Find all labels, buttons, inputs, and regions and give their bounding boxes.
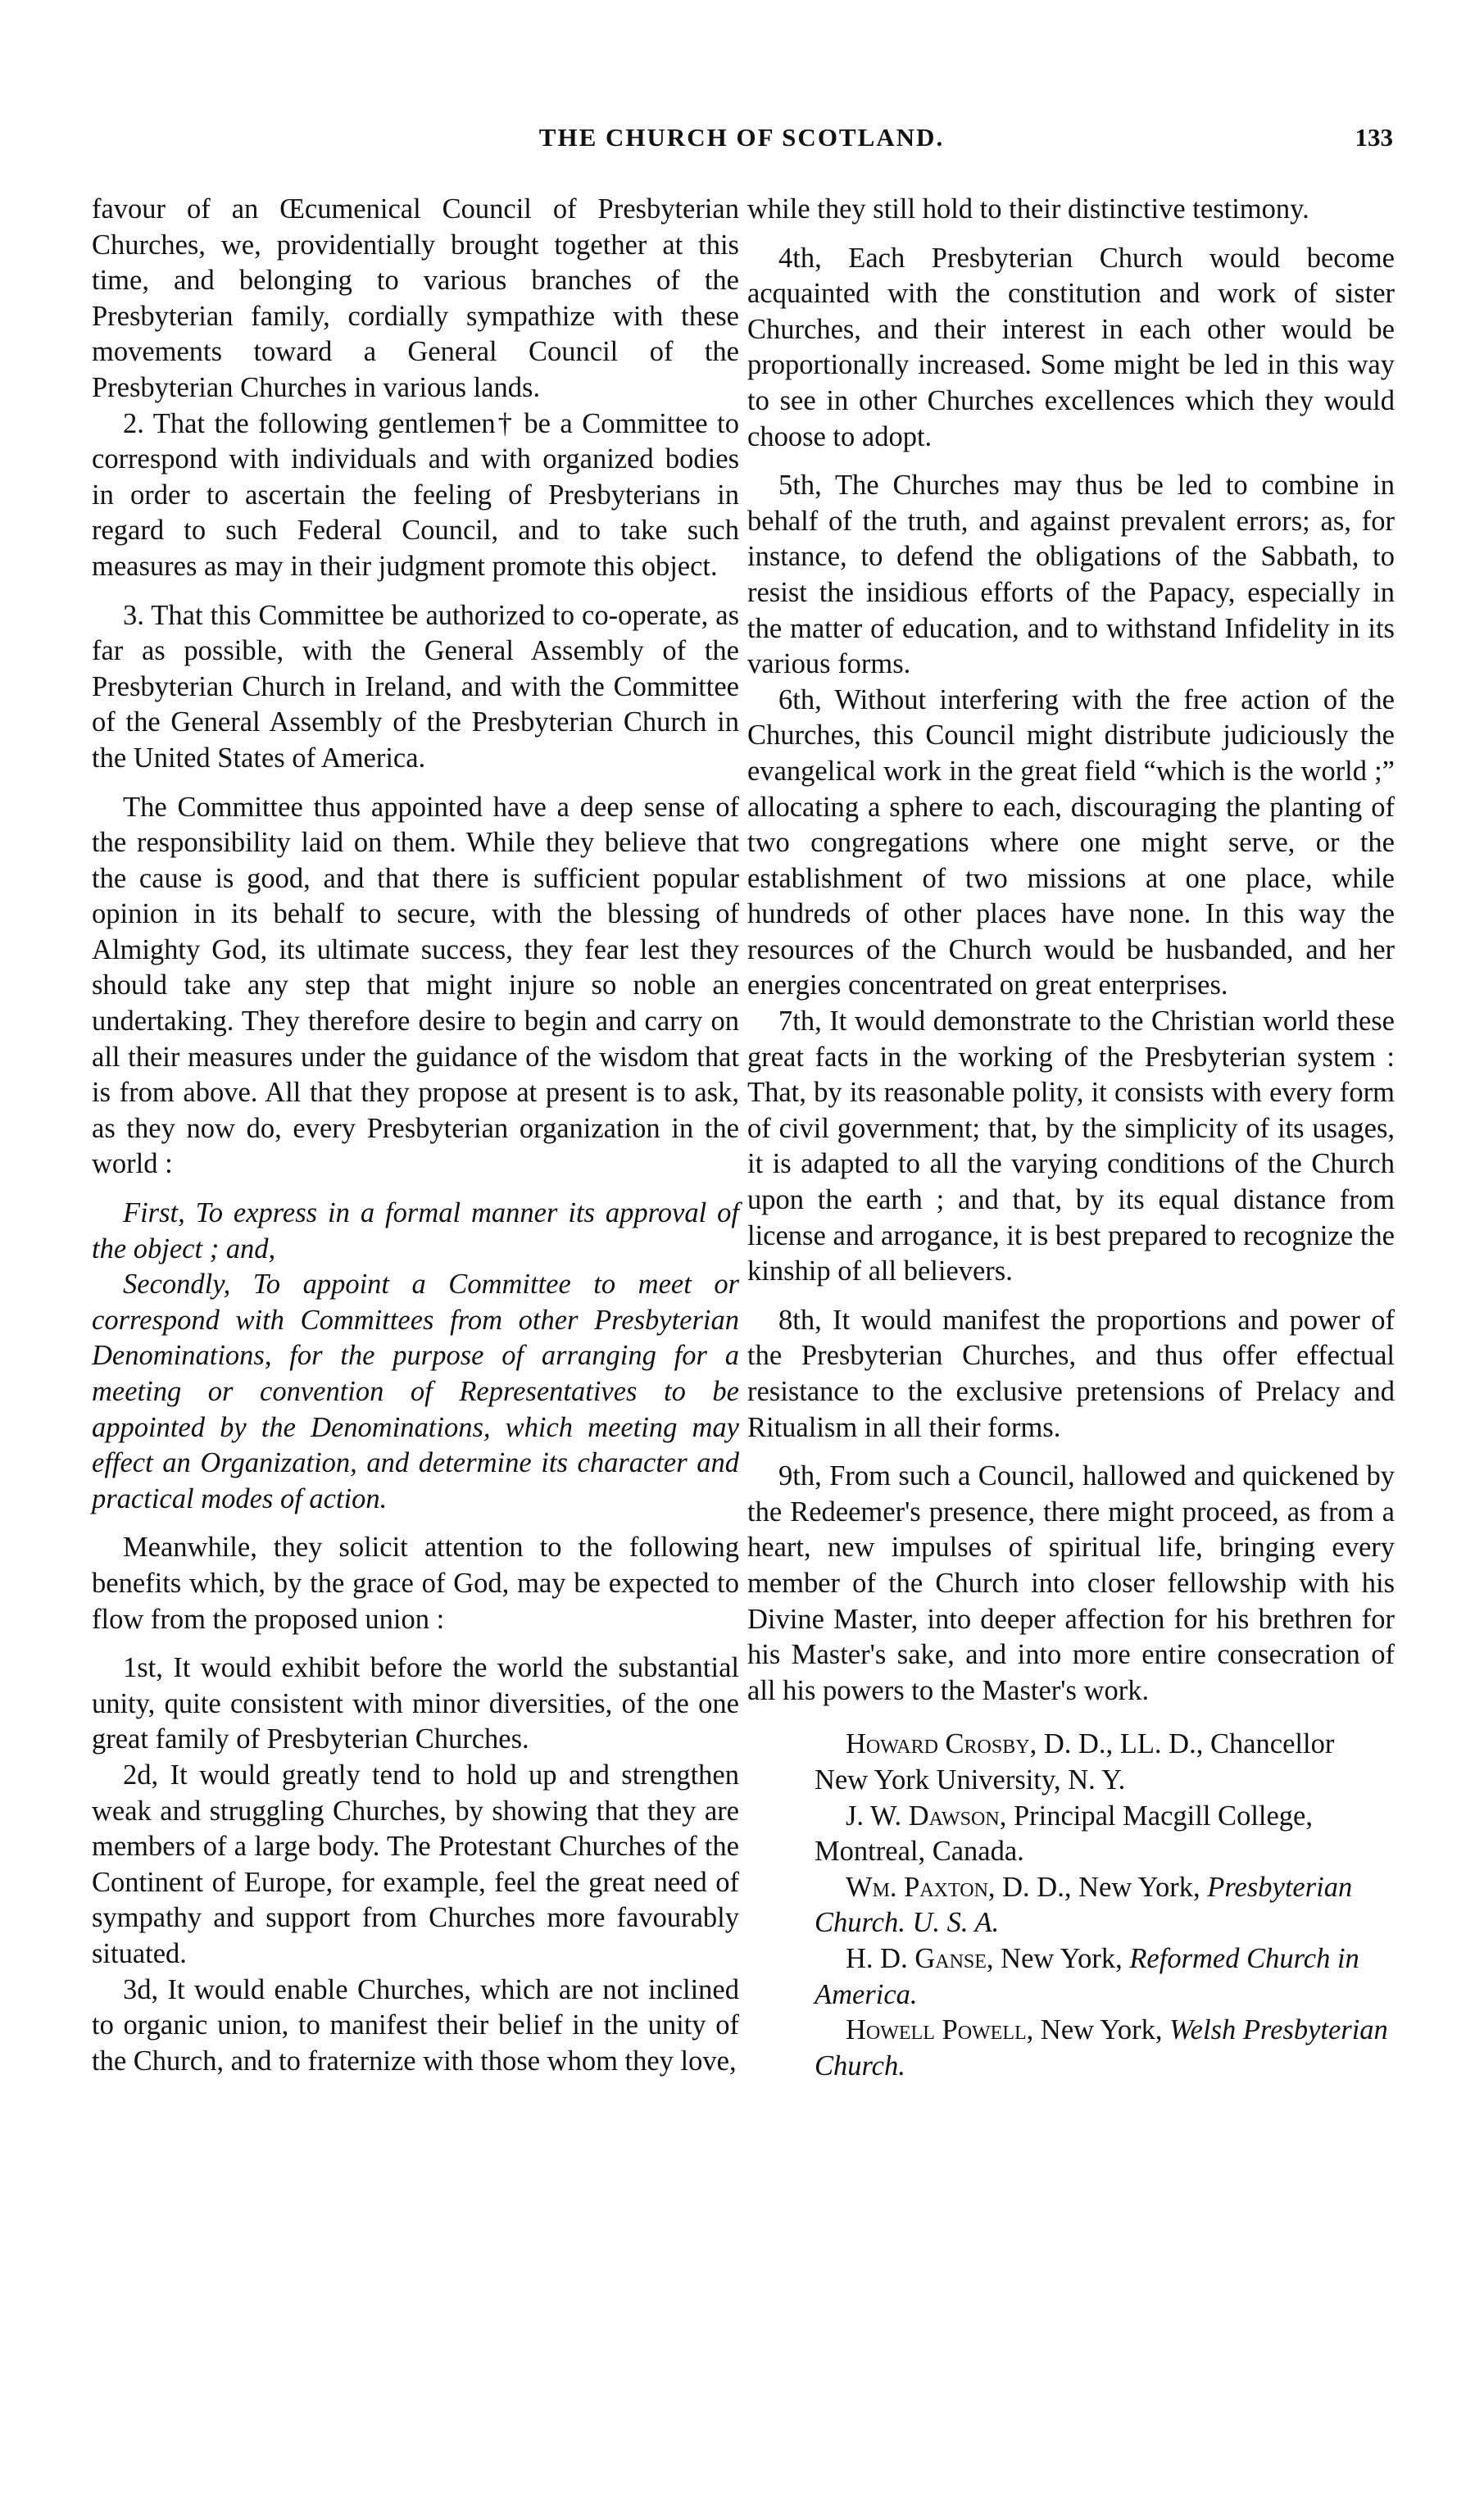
signatory bbox=[747, 1727, 1395, 1798]
resolution-first: First, To express in a formal manner its approval of the object ; and, bbox=[92, 1197, 739, 1264]
benefit-item: 3d, It would enable Churches, which are not inclined to organic union, to manifest their belief in the unity of the Church, and to fraternize with those whom they love, bbox=[92, 1973, 739, 2077]
resolution-second: Secondly, To appoint a Committee to meet or correspond with Committees from other Presbyterian Denominations, for the purpose of arranging for a meeting or convention of Representatives to be appointed by the Denominations, which meeting may effect an Organization, and determine its character and practical modes of action. bbox=[92, 1269, 739, 1514]
right-column bbox=[747, 192, 1395, 2084]
signatory-role: Chancellor New York University, N. Y. bbox=[815, 1728, 1335, 1796]
signatory-church: Reformed Church in America. bbox=[815, 1942, 1359, 2010]
signatory-role: New York, bbox=[1078, 1871, 1200, 1903]
signatory-role: New York, bbox=[1040, 2014, 1163, 2046]
left-column bbox=[92, 192, 739, 2079]
paragraph: The Committee thus appointed have a deep sense of the responsibility laid on them. While they believe that the cause is good, and that there is sufficient popular opinion in its behalf to secure, with the blessing of Almighty God, its ultimate success, they fear lest they should take any step that might injure so noble an undertaking. They therefore desire to begin and carry on all their measures under the guidance of the wisdom that is from above. All that they propose at present is to ask, as they now do, every Presbyterian organization in the world : bbox=[92, 791, 739, 1180]
running-head-title: THE CHURCH OF SCOTLAND. bbox=[538, 123, 945, 152]
signatory-church: Presbyterian Church. U. S. A. bbox=[815, 1871, 1353, 1939]
paragraph: 3. That this Committee be authorized to co-operate, as far as possible, with the General Assembly of the Presbyterian Church in Ireland, and with the Committee of the General Assembly of the Presbyterian Church in the United States of America. bbox=[92, 599, 739, 774]
benefit-item: 4th, Each Presbyterian Church would become acquainted with the constitution and work of sister Churches, and their interest in each other would be proportionally increased. Some might be led in this way to see in other Churches excellences which they would choose to adopt. bbox=[747, 242, 1395, 452]
benefit-item: 6th, Without interfering with the free action of the Churches, this Council might distribute judiciously the evangelical work in the great field “which is the world ;” allocating a sphere to each, discouraging the planting of two congregations where one might serve, or the establishment of two missions at one place, while hundreds of other places have none. In this way the resources of the Church would be husbanded, and her energies concentrated on great enterprises. bbox=[747, 683, 1395, 1001]
signatory-name: Howard Crosby, D. D., LL. D., bbox=[846, 1728, 1204, 1760]
paragraph: while they still hold to their distinctive testimony. bbox=[747, 193, 1309, 225]
signatory-role: Principal Macgill College, Montreal, Canada. bbox=[815, 1800, 1313, 1868]
signatory bbox=[747, 2013, 1395, 2084]
signatory-name: Wm. Paxton, D. D., bbox=[846, 1871, 1072, 1903]
signatory bbox=[747, 1870, 1395, 1941]
running-head bbox=[90, 123, 1393, 156]
paragraph: 2. That the following gentlemen† be a Committee to correspond with individuals and with organized bodies in order to ascertain the feeling of Presbyterians in regard to such Federal Council, and to take such measures as may in their judgment promote this object. bbox=[92, 407, 739, 582]
page-number: 133 bbox=[1355, 123, 1393, 152]
signatory-name: Howell Powell, bbox=[846, 2014, 1034, 2046]
signatory-role: New York, bbox=[1001, 1942, 1123, 1974]
benefit-item: 8th, It would manifest the proportions and power of the Presbyterian Churches, and thus offer effectual resistance to the exclusive pretensions of Prelacy and Ritualism in all their forms. bbox=[747, 1304, 1395, 1443]
signatory-name: H. D. Ganse, bbox=[846, 1942, 994, 1974]
paragraph: favour of an Œcumenical Council of Presbyterian Churches, we, providentially brought together at this time, and belonging to various branches of the Presbyterian family, cordially sympathize with these movements toward a General Council of the Presbyterian Churches in various lands. bbox=[92, 193, 739, 403]
signatory bbox=[747, 1941, 1395, 2013]
benefit-item: 9th, From such a Council, hallowed and quickened by the Redeemer's presence, there might proceed, as from a heart, new impulses of spiritual life, bringing every member of the Church into closer fellowship with his Divine Master, into deeper affection for his brethren for his Master's sake, and into more entire consecration of all his powers to the Master's work. bbox=[747, 1460, 1395, 1706]
benefit-item: 5th, The Churches may thus be led to combine in behalf of the truth, and against prevalent errors; as, for instance, to defend the obligations of the Sabbath, to resist the insidious efforts of the Papacy, especially in the matter of education, and to withstand Infidelity in its various forms. bbox=[747, 470, 1395, 680]
signatory-church: Welsh Presbyterian Church. bbox=[815, 2014, 1388, 2082]
signatory bbox=[747, 1799, 1395, 1870]
benefit-item: 1st, It would exhibit before the world the substantial unity, quite consistent with minor diversities, of the one great family of Presbyterian Churches. bbox=[92, 1652, 739, 1755]
signatory-name: J. W. Dawson, bbox=[846, 1800, 1007, 1832]
paragraph: Meanwhile, they solicit attention to the following benefits which, by the grace of God, may be expected to flow from the proposed union : bbox=[92, 1532, 739, 1635]
benefit-item: 7th, It would demonstrate to the Christian world these great facts in the working of the Presbyterian system : That, by its reasonable polity, it consists with every form of civil government; that, by the simplicity of its usages, it is adapted to all the varying conditions of the Church upon the earth ; and that, by its equal distance from license and arrogance, it is best prepared to recognize the kinship of all believers. bbox=[747, 1006, 1395, 1287]
benefit-item: 2d, It would greatly tend to hold up and strengthen weak and struggling Churches, by showing that they are members of a large body. The Protestant Churches of the Continent of Europe, for example, feel the great need of sympathy and support from Churches more favourably situated. bbox=[92, 1759, 739, 1969]
